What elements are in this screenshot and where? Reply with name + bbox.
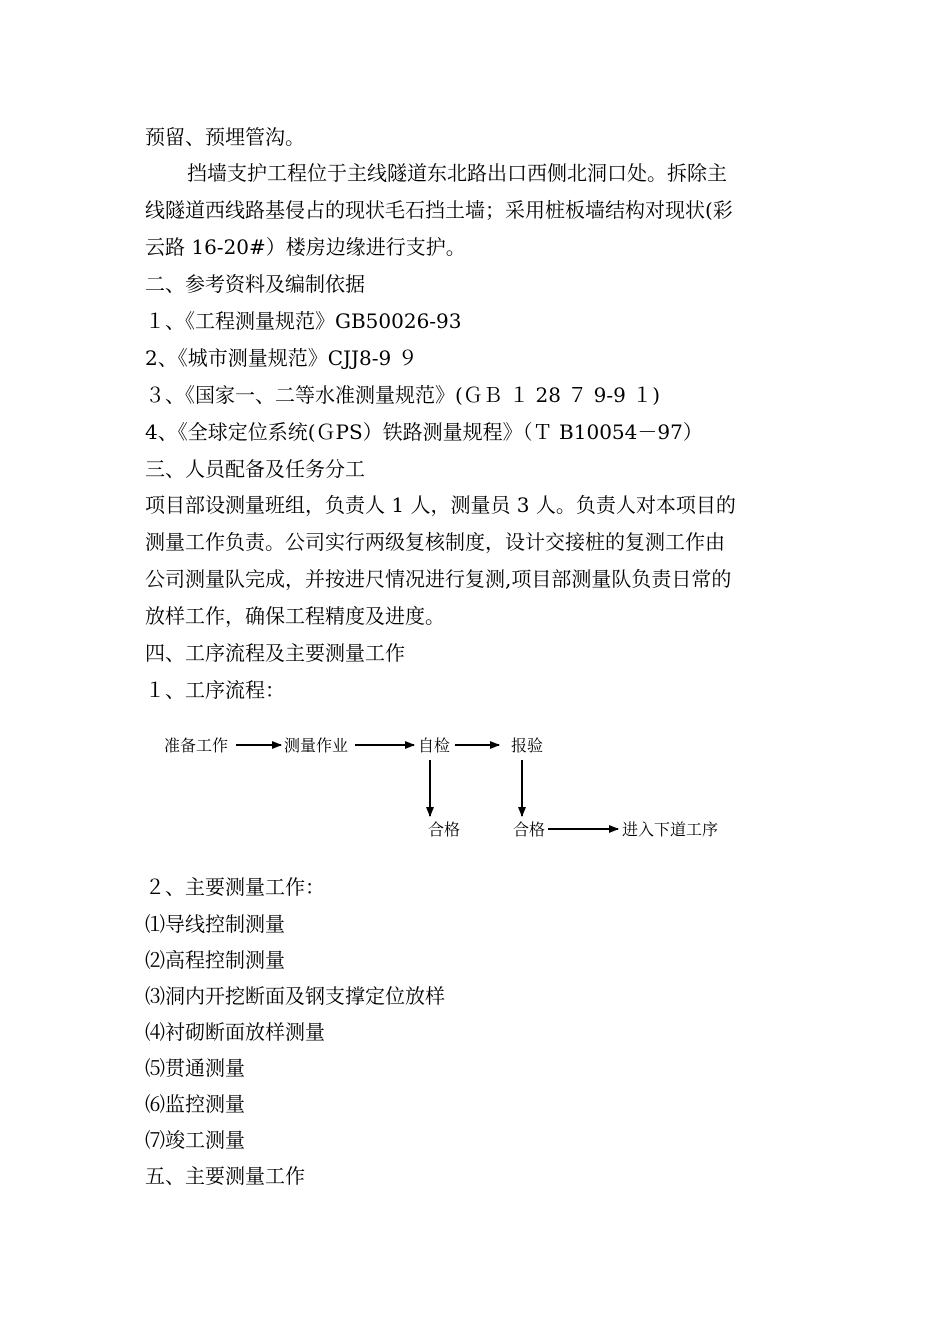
reference-item: 2、《城市测量规范》CJJ8-9 ９: [145, 346, 418, 370]
paragraph-line: 线隧道西线路基侵占的现状毛石挡土墙；采用桩板墙结构对现状(彩: [145, 198, 733, 222]
paragraph-line: 项目部设测量班组，负责人 1 人，测量员 3 人。负责人对本项目的: [145, 493, 736, 517]
flow-node-selfcheck: 自检: [418, 736, 451, 755]
paragraph-line: 放样工作，确保工程精度及进度。: [145, 604, 445, 628]
list-item: ⑵高程控制测量: [145, 948, 285, 972]
reference-item: １、《工程测量规范》GB50026-93: [145, 309, 462, 333]
section-heading: 五、主要测量工作: [145, 1164, 305, 1188]
reference-item: ３、《国家一、二等水准测量规范》(ＧＢ １ 28 ７ 9-9 １): [145, 383, 661, 407]
list-item: ⑹监控测量: [145, 1092, 245, 1116]
paragraph-line: 挡墙支护工程位于主线隧道东北路出口西侧北洞口处。拆除主: [187, 161, 727, 185]
flow-node-prep: 准备工作: [164, 736, 229, 755]
flow-node-pass: 合格: [428, 820, 461, 839]
process-flowchart: [150, 720, 770, 850]
paragraph-line: 公司测量队完成，并按进尺情况进行复测,项目部测量队负责日常的: [145, 567, 732, 591]
paragraph-line: 预留、预埋管沟。: [145, 125, 305, 149]
paragraph-line: 云路 16-20#）楼房边缘进行支护。: [145, 235, 466, 259]
list-item: ⑷衬砌断面放样测量: [145, 1020, 325, 1044]
flow-node-pass: 合格: [513, 820, 546, 839]
flow-node-report: 报验: [511, 736, 544, 755]
paragraph-line: 测量工作负责。公司实行两级复核制度，设计交接桩的复测工作由: [145, 530, 725, 554]
list-item: ⑸贯通测量: [145, 1056, 245, 1080]
subsection-heading: ２、主要测量工作：: [145, 875, 325, 899]
flow-node-survey: 测量作业: [284, 736, 349, 755]
subsection-heading: １、工序流程：: [145, 678, 285, 702]
section-heading: 四、工序流程及主要测量工作: [145, 641, 405, 665]
list-item: ⑺竣工测量: [145, 1128, 245, 1152]
list-item: ⑶洞内开挖断面及钢支撑定位放样: [145, 984, 445, 1008]
section-heading: 三、人员配备及任务分工: [145, 457, 365, 481]
flow-node-next-process: 进入下道工序: [622, 820, 719, 839]
reference-item: 4、《全球定位系统(ＧPS）铁路测量规程》（Ｔ B10054－97）: [145, 420, 703, 444]
list-item: ⑴导线控制测量: [145, 912, 285, 936]
section-heading: 二、参考资料及编制依据: [145, 272, 365, 296]
